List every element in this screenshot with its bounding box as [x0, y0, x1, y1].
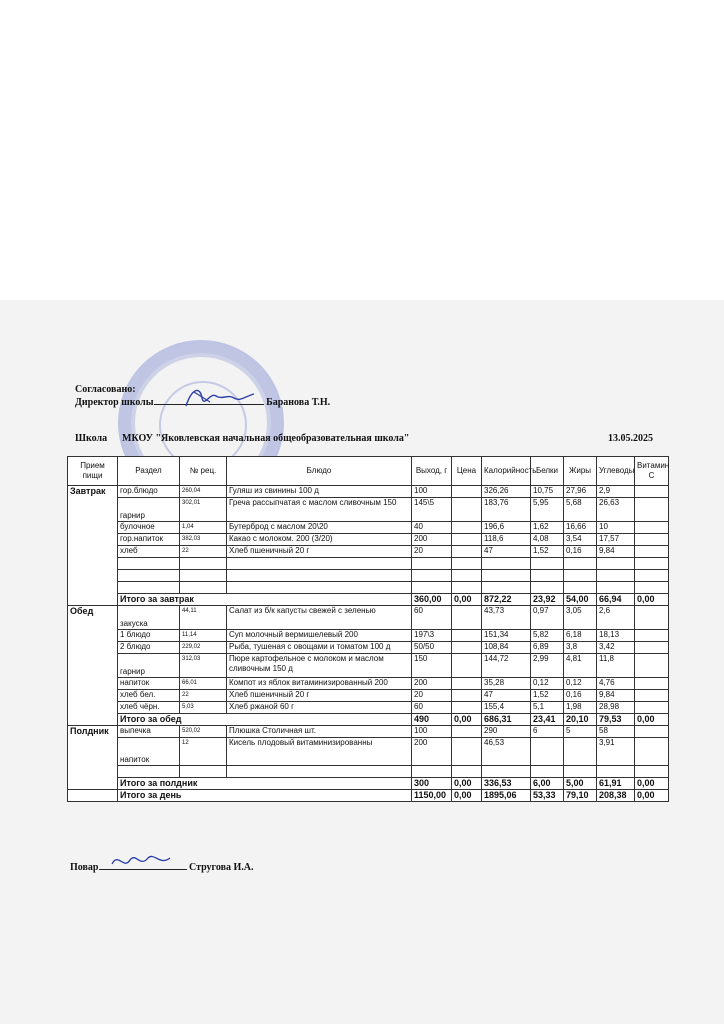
table-cell: 118,6 — [482, 534, 531, 546]
table-cell: 3,8 — [564, 642, 597, 654]
table-cell: 61,91 — [597, 778, 635, 790]
table-cell: Итого за обед — [118, 714, 412, 726]
table-cell — [635, 766, 669, 778]
table-row-blank — [68, 558, 669, 570]
table-cell: 0,00 — [635, 594, 669, 606]
table-cell: 22 — [180, 690, 227, 702]
director-label: Директор школы — [75, 397, 154, 408]
school-name: МКОУ "Яковлевская начальная общеобразовательная школа" — [122, 433, 410, 444]
table-cell: 5 — [564, 726, 597, 738]
table-cell: Полдник — [68, 726, 118, 790]
table-cell — [452, 570, 482, 582]
table-cell — [452, 690, 482, 702]
table-cell: 4,81 — [564, 654, 597, 678]
table-cell: 1,62 — [531, 522, 564, 534]
table-cell: 290 — [482, 726, 531, 738]
table-cell — [452, 546, 482, 558]
table-cell — [635, 486, 669, 498]
cook-signature — [108, 850, 178, 872]
table-cell: 872,22 — [482, 594, 531, 606]
table-cell: 11,8 — [597, 654, 635, 678]
table-cell — [452, 534, 482, 546]
table-cell: 200 — [412, 678, 452, 690]
table-cell: 18,13 — [597, 630, 635, 642]
table-cell: 28,98 — [597, 702, 635, 714]
table-cell — [635, 690, 669, 702]
table-cell: 79,10 — [564, 790, 597, 802]
table-cell: напиток — [118, 738, 180, 766]
table-cell: Завтрак — [68, 486, 118, 606]
table-cell: 10 — [597, 522, 635, 534]
table-cell: закуска — [118, 606, 180, 630]
column-header: Калорийность — [482, 457, 531, 486]
table-cell: Хлеб пшеничный 20 г — [227, 546, 412, 558]
table-row — [68, 522, 669, 534]
table-cell: 9,84 — [597, 690, 635, 702]
table-cell: 6,18 — [564, 630, 597, 642]
table-cell: 23,41 — [531, 714, 564, 726]
table-cell: 54,00 — [564, 594, 597, 606]
table-cell: 520,02 — [180, 726, 227, 738]
table-cell: 58 — [597, 726, 635, 738]
table-row — [68, 486, 669, 498]
table-cell — [180, 570, 227, 582]
table-row — [68, 642, 669, 654]
table-cell — [118, 766, 180, 778]
table-cell — [635, 738, 669, 766]
table-cell: Греча рассыпчатая с маслом сливочным 150 — [227, 498, 412, 522]
table-cell — [68, 790, 118, 802]
table-cell: 2 блюдо — [118, 642, 180, 654]
table-cell: булочное — [118, 522, 180, 534]
table-cell — [180, 558, 227, 570]
table-cell: 0,00 — [635, 778, 669, 790]
table-cell: 0,12 — [531, 678, 564, 690]
table-cell — [635, 702, 669, 714]
column-header: Жиры — [564, 457, 597, 486]
table-cell: 0,12 — [564, 678, 597, 690]
table-cell — [564, 582, 597, 594]
table-cell: 336,53 — [482, 778, 531, 790]
table-cell: 6,00 — [531, 778, 564, 790]
table-cell: 2,99 — [531, 654, 564, 678]
table-cell — [635, 546, 669, 558]
column-header: Белки — [531, 457, 564, 486]
table-cell — [635, 570, 669, 582]
table-row — [68, 546, 669, 558]
table-cell — [227, 582, 412, 594]
table-cell: 3,05 — [564, 606, 597, 630]
table-cell: 9,84 — [597, 546, 635, 558]
table-cell: 197\3 — [412, 630, 452, 642]
table-cell: 12 — [180, 738, 227, 766]
table-cell: 0,00 — [635, 790, 669, 802]
table-cell: 0,00 — [452, 594, 482, 606]
table-cell — [180, 582, 227, 594]
table-cell: 686,31 — [482, 714, 531, 726]
table-cell: 66,94 — [597, 594, 635, 606]
table-cell — [118, 558, 180, 570]
table-cell: 151,34 — [482, 630, 531, 642]
table-cell: 50/50 — [412, 642, 452, 654]
table-cell: хлеб бел. — [118, 690, 180, 702]
column-header: Выход, г — [412, 457, 452, 486]
table-cell: 1 блюдо — [118, 630, 180, 642]
table-cell: 3,91 — [597, 738, 635, 766]
table-cell — [635, 606, 669, 630]
table-cell: 4,76 — [597, 678, 635, 690]
table-cell: 312,03 — [180, 654, 227, 678]
table-cell: 326,26 — [482, 486, 531, 498]
table-cell — [452, 702, 482, 714]
table-cell: Кисель плодовый витаминизированны — [227, 738, 412, 766]
table-cell — [452, 486, 482, 498]
table-cell: Компот из яблок витаминизированный 200 — [227, 678, 412, 690]
table-cell — [635, 534, 669, 546]
table-cell: 47 — [482, 690, 531, 702]
table-row — [68, 726, 669, 738]
table-cell: 1150,00 — [412, 790, 452, 802]
table-cell — [531, 738, 564, 766]
table-cell — [531, 766, 564, 778]
table-cell: 44,11 — [180, 606, 227, 630]
table-cell — [452, 726, 482, 738]
table-cell: Плюшка Столичная шт. — [227, 726, 412, 738]
table-cell: Итого за день — [118, 790, 412, 802]
table-row — [68, 702, 669, 714]
table-cell: 20 — [412, 690, 452, 702]
table-row — [68, 606, 669, 630]
table-cell: 145\5 — [412, 498, 452, 522]
table-cell — [482, 570, 531, 582]
director-signature — [180, 384, 260, 412]
table-cell: 100 — [412, 726, 452, 738]
table-cell — [635, 558, 669, 570]
table-cell: 1,98 — [564, 702, 597, 714]
table-cell — [597, 570, 635, 582]
table-row-blank — [68, 766, 669, 778]
approved-label: Согласовано: — [75, 384, 136, 395]
table-cell: 5,95 — [531, 498, 564, 522]
table-row — [68, 630, 669, 642]
table-cell: 79,53 — [597, 714, 635, 726]
table-cell — [635, 642, 669, 654]
table-header-row — [68, 457, 669, 486]
table-cell: 43,73 — [482, 606, 531, 630]
table-cell — [452, 678, 482, 690]
table-cell — [412, 570, 452, 582]
table-cell — [227, 766, 412, 778]
table-row — [68, 738, 669, 766]
table-cell — [597, 766, 635, 778]
table-cell: Рыба, тушеная с овощами и томатом 100 д — [227, 642, 412, 654]
table-cell: 208,38 — [597, 790, 635, 802]
table-cell: 0,00 — [452, 714, 482, 726]
director-name: Баранова Т.Н. — [266, 397, 331, 408]
table-cell: 360,00 — [412, 594, 452, 606]
table-cell: 53,33 — [531, 790, 564, 802]
table-cell: гор.напиток — [118, 534, 180, 546]
table-cell: хлеб чёрн. — [118, 702, 180, 714]
column-header: Прием пищи — [68, 457, 118, 486]
column-header: № рец. — [180, 457, 227, 486]
table-cell — [635, 498, 669, 522]
table-cell: Бутерброд с маслом 20\20 — [227, 522, 412, 534]
cook-name: Стругова И.А. — [189, 862, 254, 873]
table-cell — [452, 582, 482, 594]
table-cell: 5,82 — [531, 630, 564, 642]
table-cell: 150 — [412, 654, 452, 678]
column-header: Углеводы — [597, 457, 635, 486]
table-cell — [635, 522, 669, 534]
table-cell — [227, 570, 412, 582]
table-cell: 4,08 — [531, 534, 564, 546]
table-cell: 6 — [531, 726, 564, 738]
table-cell — [635, 726, 669, 738]
table-cell: Хлеб ржаной 60 г — [227, 702, 412, 714]
table-cell: гарнир — [118, 654, 180, 678]
table-cell: 0,00 — [452, 790, 482, 802]
table-cell — [635, 678, 669, 690]
table-cell: напиток — [118, 678, 180, 690]
table-cell: 2,6 — [597, 606, 635, 630]
table-cell: Пюре картофельное с молоком и маслом сливочным 150 д — [227, 654, 412, 678]
table-cell: 260,04 — [180, 486, 227, 498]
table-cell — [531, 570, 564, 582]
table-cell: 10,75 — [531, 486, 564, 498]
table-cell — [452, 738, 482, 766]
table-cell: 66,01 — [180, 678, 227, 690]
table-row-blank — [68, 570, 669, 582]
table-cell — [180, 766, 227, 778]
table-cell — [482, 766, 531, 778]
column-header: Раздел — [118, 457, 180, 486]
total-row — [68, 714, 669, 726]
table-cell: 20 — [412, 546, 452, 558]
table-cell — [564, 738, 597, 766]
table-cell — [118, 582, 180, 594]
total-row — [68, 778, 669, 790]
table-cell — [452, 606, 482, 630]
table-cell — [564, 570, 597, 582]
table-row-blank — [68, 582, 669, 594]
table-cell: 11,14 — [180, 630, 227, 642]
table-cell: хлеб — [118, 546, 180, 558]
menu-table — [67, 456, 669, 802]
table-cell: 3,54 — [564, 534, 597, 546]
table-cell: 1895,06 — [482, 790, 531, 802]
table-cell: 200 — [412, 534, 452, 546]
table-row — [68, 678, 669, 690]
table-cell: Суп молочный вермишелевый 200 — [227, 630, 412, 642]
table-cell — [452, 558, 482, 570]
cook-label: Повар — [70, 862, 99, 873]
total-row — [68, 594, 669, 606]
table-cell: 23,92 — [531, 594, 564, 606]
table-cell — [452, 498, 482, 522]
table-cell — [635, 654, 669, 678]
table-cell: 16,66 — [564, 522, 597, 534]
table-cell: 382,03 — [180, 534, 227, 546]
table-cell: 0,97 — [531, 606, 564, 630]
table-cell: 1,52 — [531, 690, 564, 702]
table-cell: 1,52 — [531, 546, 564, 558]
table-cell: 200 — [412, 738, 452, 766]
table-cell — [564, 558, 597, 570]
table-cell: гарнир — [118, 498, 180, 522]
table-cell: Салат из б/к капусты свежей с зеленью — [227, 606, 412, 630]
table-row — [68, 498, 669, 522]
day-total-row — [68, 790, 669, 802]
table-cell — [452, 766, 482, 778]
table-cell: 196,6 — [482, 522, 531, 534]
table-cell: 5,1 — [531, 702, 564, 714]
table-cell: 6,89 — [531, 642, 564, 654]
table-cell — [227, 558, 412, 570]
table-cell — [452, 654, 482, 678]
table-cell: 22 — [180, 546, 227, 558]
table-cell: гор.блюдо — [118, 486, 180, 498]
table-cell — [452, 642, 482, 654]
table-cell: 0,00 — [452, 778, 482, 790]
table-cell — [635, 630, 669, 642]
document-date: 13.05.2025 — [608, 433, 653, 444]
school-label: Школа — [75, 433, 108, 444]
table-cell: 155,4 — [482, 702, 531, 714]
table-cell — [531, 558, 564, 570]
table-cell — [452, 522, 482, 534]
table-cell: 0,16 — [564, 546, 597, 558]
table-cell: Итого за завтрак — [118, 594, 412, 606]
table-cell: 3,42 — [597, 642, 635, 654]
table-cell — [597, 558, 635, 570]
table-cell: 0,16 — [564, 690, 597, 702]
table-cell — [452, 630, 482, 642]
table-cell — [597, 582, 635, 594]
table-cell — [118, 570, 180, 582]
table-cell: Гуляш из свинины 100 д — [227, 486, 412, 498]
table-cell: 20,10 — [564, 714, 597, 726]
table-cell: 108,84 — [482, 642, 531, 654]
table-row — [68, 690, 669, 702]
table-cell: выпечка — [118, 726, 180, 738]
table-cell — [564, 766, 597, 778]
table-cell: 229,02 — [180, 642, 227, 654]
table-cell: 490 — [412, 714, 452, 726]
table-cell: 100 — [412, 486, 452, 498]
column-header: Блюдо — [227, 457, 412, 486]
column-header: Цена — [452, 457, 482, 486]
table-cell — [531, 582, 564, 594]
table-cell: Итого за полдник — [118, 778, 412, 790]
table-cell: 302,01 — [180, 498, 227, 522]
table-cell: 5,00 — [564, 778, 597, 790]
table-cell: Какао с молоком. 200 (3/20) — [227, 534, 412, 546]
table-cell: 17,57 — [597, 534, 635, 546]
table-cell: 144,72 — [482, 654, 531, 678]
table-cell: 35,28 — [482, 678, 531, 690]
table-cell — [412, 558, 452, 570]
table-cell: 60 — [412, 702, 452, 714]
table-cell — [635, 582, 669, 594]
table-cell: Хлеб пшеничный 20 г — [227, 690, 412, 702]
table-cell — [482, 558, 531, 570]
table-cell: 2,9 — [597, 486, 635, 498]
table-cell: 1,04 — [180, 522, 227, 534]
table-cell: 300 — [412, 778, 452, 790]
table-row — [68, 534, 669, 546]
table-cell — [412, 766, 452, 778]
table-cell: 26,63 — [597, 498, 635, 522]
table-cell: 5,03 — [180, 702, 227, 714]
table-cell: Обед — [68, 606, 118, 726]
table-cell: 47 — [482, 546, 531, 558]
table-cell: 46,53 — [482, 738, 531, 766]
table-row — [68, 654, 669, 678]
table-cell: 27,96 — [564, 486, 597, 498]
table-cell: 40 — [412, 522, 452, 534]
table-cell: 5,68 — [564, 498, 597, 522]
column-header: Витамин С — [635, 457, 669, 486]
table-cell: 60 — [412, 606, 452, 630]
table-cell: 0,00 — [635, 714, 669, 726]
table-cell — [412, 582, 452, 594]
table-cell — [482, 582, 531, 594]
table-cell: 183,76 — [482, 498, 531, 522]
